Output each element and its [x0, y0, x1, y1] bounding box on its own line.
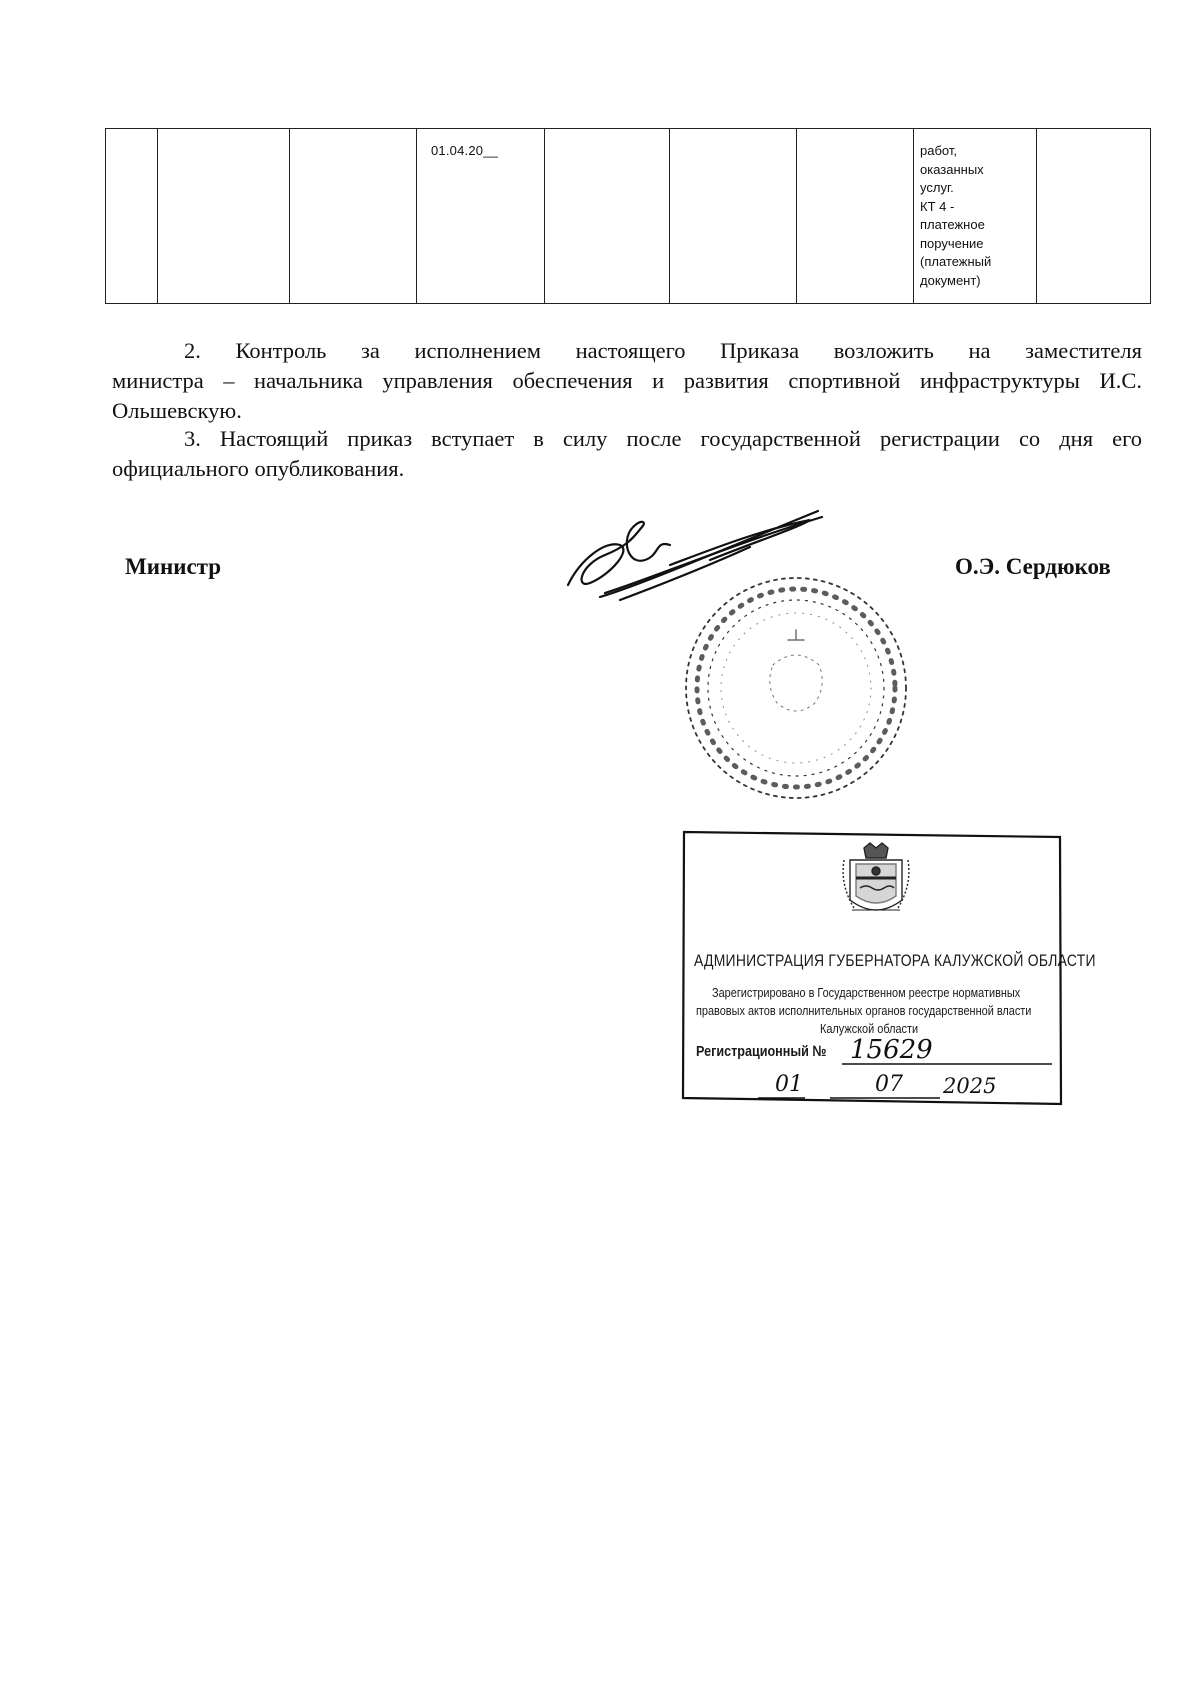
table-cell-note [914, 129, 1037, 304]
table-cell [106, 129, 158, 304]
paragraph-3-rest: официального опубликования. [112, 456, 405, 481]
paragraph-3-first-line: 3. Настоящий приказ вступает в силу после государственной регистрации со дня его [184, 426, 1142, 451]
signatory-name: О.Э. Сердюков [955, 554, 1111, 579]
paragraph-2-rest: министра – начальника управления обеспечения и развития спортивной инфраструктуры И.С. Ольшевскую. [112, 368, 1142, 423]
paragraph-2 [112, 336, 1142, 426]
table-cell [545, 129, 670, 304]
stamp-underlines [680, 828, 1065, 1108]
table-cell [797, 129, 914, 304]
note-line: документ) [920, 272, 981, 288]
table-row [106, 129, 1151, 304]
stamp-authority: АДМИНИСТРАЦИЯ ГУБЕРНАТОРА КАЛУЖСКОЙ ОБЛАСТИ [694, 951, 1096, 970]
note-line: работ, [920, 143, 957, 158]
table-cell [158, 129, 290, 304]
note-line: оказанных [920, 161, 984, 177]
registration-stamp [680, 828, 1096, 1108]
note-line: (платежный [920, 254, 992, 269]
note-line: платежное [920, 217, 985, 232]
stamp-line-3: Калужской области [820, 1021, 919, 1036]
stamp-reg-label: Регистрационный № [696, 1043, 827, 1060]
paragraph-2-first-line: 2. Контроль за исполнением настоящего Приказа возложить на заместителя [184, 338, 1142, 363]
stamp-line-1: Зарегистрировано в Государственном реестре нормативных [712, 985, 1021, 1000]
registration-number: 15629 [850, 1035, 933, 1065]
note-line: поручение [920, 235, 984, 251]
table-cell-date: 01.04.20__ [417, 129, 545, 304]
document-table [105, 128, 1151, 304]
stamp-line-2: правовых актов исполнительных органов государственной власти [696, 1003, 1032, 1018]
signatory-role: Министр [125, 554, 222, 579]
note-line: КТ 4 - [920, 198, 955, 214]
registration-day: 01 [775, 1072, 803, 1097]
note-line: услуг. [920, 180, 954, 195]
registration-year: 2025 [943, 1074, 997, 1098]
paragraph-3 [112, 424, 1142, 484]
registration-month: 07 [875, 1072, 903, 1097]
table-cell [290, 129, 417, 304]
table-cell [1037, 129, 1151, 304]
table-cell [670, 129, 797, 304]
official-seal [678, 570, 918, 810]
